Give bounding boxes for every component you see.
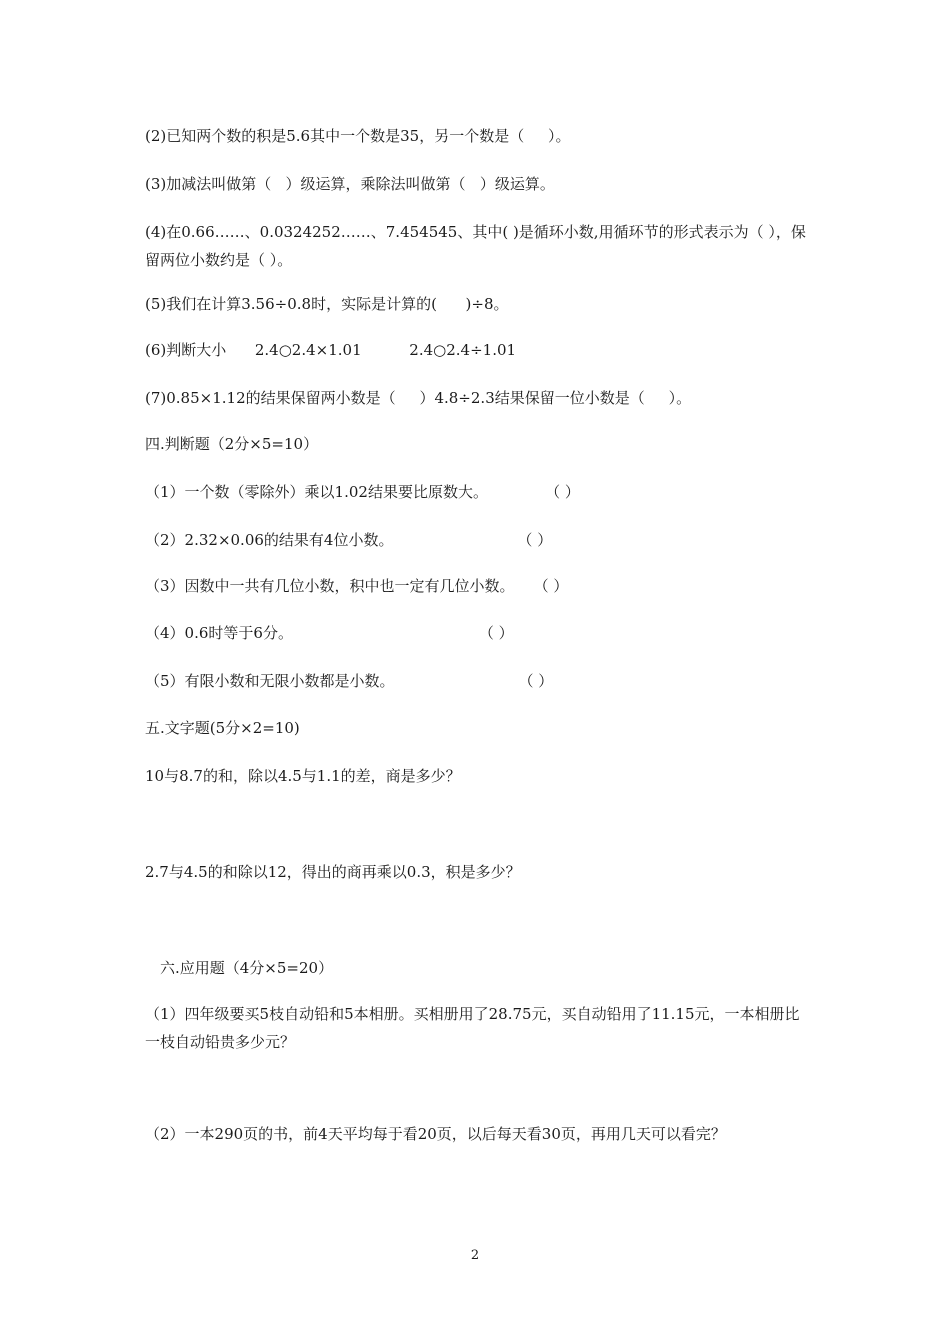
question-2: (2)已知两个数的积是5.6其中一个数是35，另一个数是（ ）。 (145, 127, 571, 145)
question-4: (4)在0.66……、0.0324252……、7.454545、其中( )是循环小数,用循环节的形式表示为（ ），保留两位小数约是（ ）。 (145, 223, 806, 269)
question-5: (5)我们在计算3.56÷0.8时，实际是计算的( )÷8。 (145, 295, 509, 313)
judgement-item-5: （5）有限小数和无限小数都是小数。 （ ） (145, 672, 554, 690)
word-problem-1: 10与8.7的和，除以4.5与1.1的差，商是多少？ (145, 767, 461, 785)
question-7: (7)0.85×1.12的结果保留两小数是（ ）4.8÷2.3结果保留一位小数是（ ）。 (145, 389, 692, 407)
question-6: (6)判断大小 2.4○2.4×1.01 2.4○2.4÷1.01 (145, 341, 517, 359)
application-problem-1: （1）四年级要买5枝自动铅和5本相册。买相册用了28.75元，买自动铅用了11.15元，一本相册比一枝自动铅贵多少元？ (145, 1005, 800, 1051)
judgement-item-2: （2）2.32×0.06的结果有4位小数。 （ ） (145, 531, 553, 549)
application-problem-2: （2）一本290页的书，前4天平均每于看20页，以后每天看30页，再用几天可以看完？ (145, 1125, 726, 1143)
judgement-item-1: （1）一个数（零除外）乘以1.02结果要比原数大。 （ ） (145, 483, 580, 501)
judgement-item-4: （4）0.6时等于6分。 （ ） (145, 624, 514, 642)
section-4-heading: 四.判断题（2分×5=10） (145, 435, 319, 453)
section-5-heading: 五.文字题(5分×2=10) (145, 719, 300, 737)
section-6-heading: 六.应用题（4分×5=20） (160, 959, 334, 977)
page-number: 2 (470, 1248, 480, 1263)
judgement-item-3: （3）因数中一共有几位小数，积中也一定有几位小数。 （ ） (145, 577, 569, 595)
question-3: (3)加减法叫做第（ ）级运算，乘除法叫做第（ ）级运算。 (145, 175, 555, 193)
word-problem-2: 2.7与4.5的和除以12，得出的商再乘以0.3，积是多少？ (145, 863, 521, 881)
